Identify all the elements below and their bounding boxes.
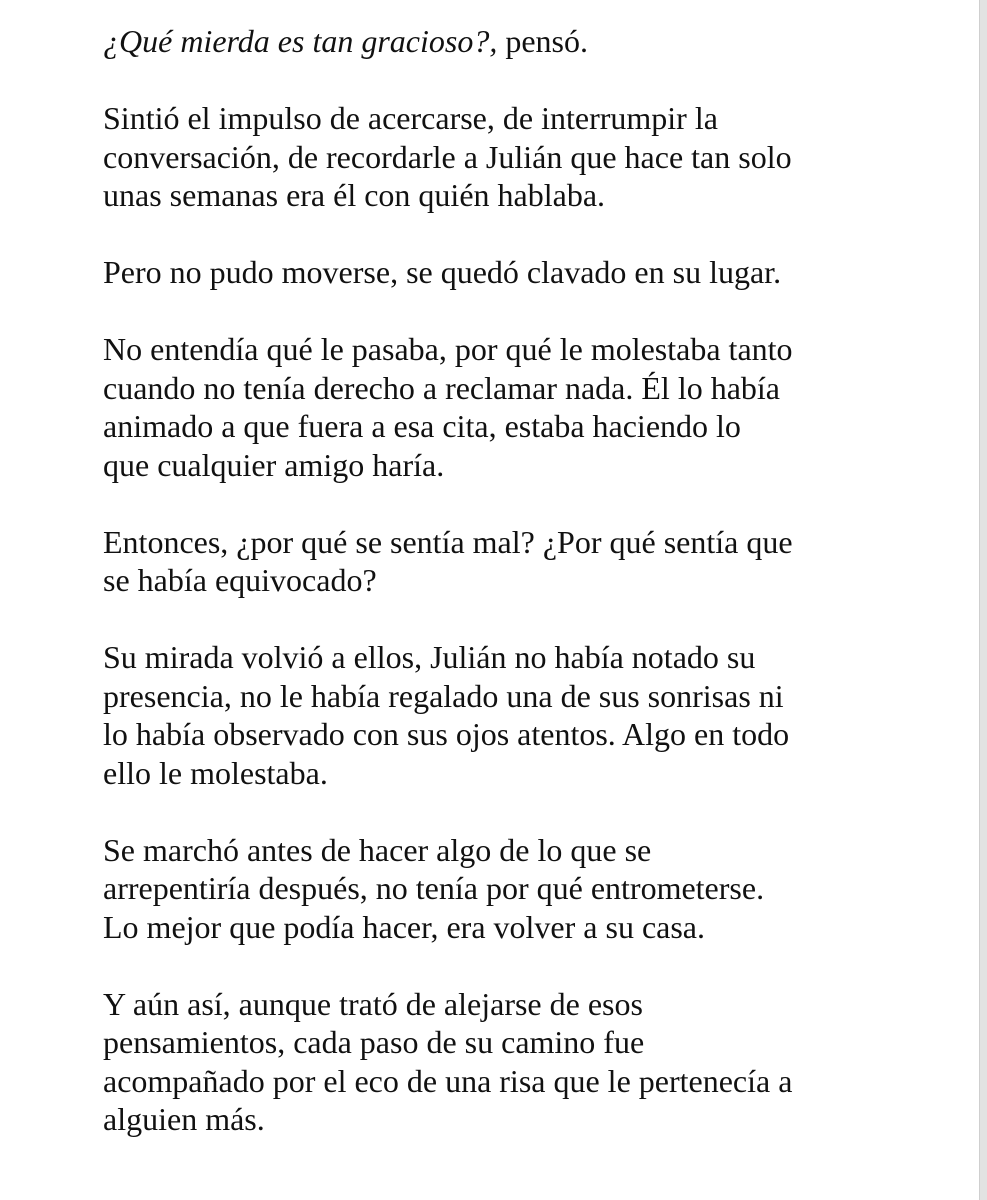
text-line: ello le molestaba. xyxy=(103,754,328,791)
text-line: se había equivocado? xyxy=(103,562,377,598)
document-body xyxy=(103,22,903,1177)
text-line xyxy=(103,22,903,61)
text-line: Sintió el impulso de acercarse, de interrumpir la xyxy=(103,100,718,136)
italic-thought: ¿Qué mierda es tan gracioso?, xyxy=(103,23,498,59)
text-line: conversación, de recordarle a Julián que hace tan solo xyxy=(103,138,792,175)
text-line: lo había observado con sus ojos atentos. Algo en todo xyxy=(103,716,790,752)
text-line: Y aún así, aunque trató de alejarse de esos xyxy=(103,985,643,1022)
text-span: pensó. xyxy=(497,23,588,59)
text-line: Lo mejor que podía hacer, era volver a su casa. xyxy=(103,908,705,945)
paragraph-5 xyxy=(103,523,903,600)
paragraph-6 xyxy=(103,638,903,792)
text-line: presencia, no le había regalado una de sus sonrisas ni xyxy=(103,677,784,714)
text-line: Pero no pudo moverse, se quedó clavado en su lugar. xyxy=(103,254,782,290)
paragraph-2 xyxy=(103,99,903,215)
text-line: animado a que fuera a esa cita, estaba haciendo lo xyxy=(103,408,741,444)
text-line: cuando no tenía derecho a reclamar nada. Él lo había xyxy=(103,369,780,406)
paragraph-3 xyxy=(103,253,903,292)
text-line: Se marchó antes de hacer algo de lo que se xyxy=(103,831,652,868)
text-line: que cualquier amigo haría. xyxy=(103,446,445,483)
text-line: No entendía qué le pasaba, por qué le molestaba tanto xyxy=(103,331,793,367)
page-edge-divider xyxy=(979,0,987,1200)
text-line: arrepentiría después, no tenía por qué entrometerse. xyxy=(103,870,765,906)
paragraph-7 xyxy=(103,831,903,947)
text-line: Entonces, ¿por qué se sentía mal? ¿Por qué sentía que xyxy=(103,523,793,560)
text-line: pensamientos, cada paso de su camino fue xyxy=(103,1024,645,1060)
paragraph-8 xyxy=(103,985,903,1139)
text-line: Su mirada volvió a ellos, Julián no había notado su xyxy=(103,639,756,675)
text-line: unas semanas era él con quién hablaba. xyxy=(103,177,606,213)
text-line: acompañado por el eco de una risa que le pertenecía a xyxy=(103,1062,793,1099)
text-line: alguien más. xyxy=(103,1101,265,1137)
paragraph-1 xyxy=(103,22,903,61)
paragraph-4 xyxy=(103,330,903,484)
